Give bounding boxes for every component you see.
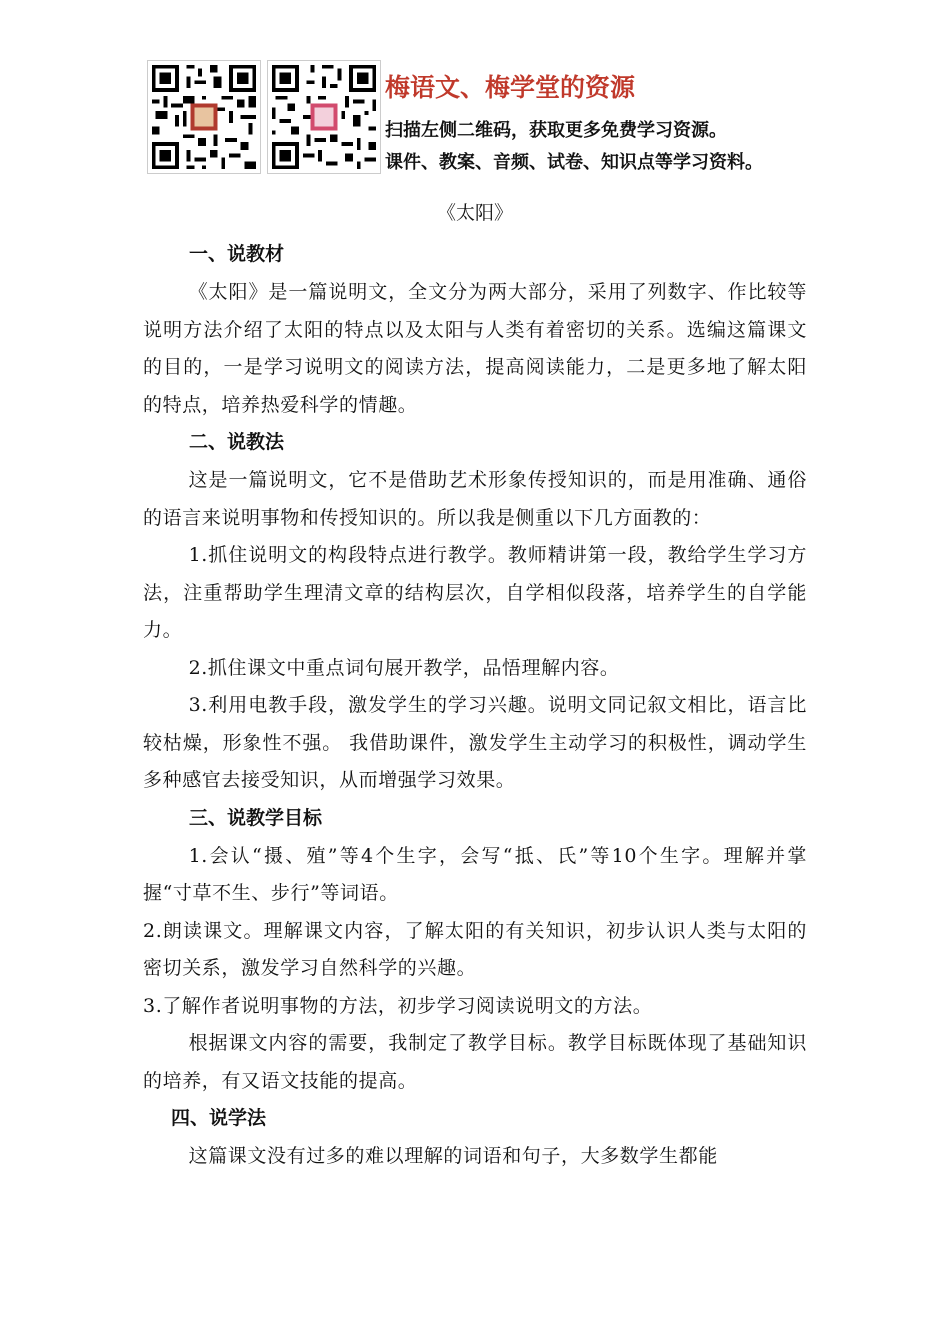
banner-line-materials: 课件、教案、音频、试卷、知识点等学习资料。: [385, 152, 763, 173]
document-title: 《太阳》: [436, 202, 513, 224]
document-body: [143, 198, 807, 1176]
paragraph: 1.会认“摄、殖”等4个生字，会写“抵、氏”等10个生字。理解并掌握“寸草不生、步行”等词语。: [143, 844, 807, 904]
qr-code-right[interactable]: [267, 60, 381, 174]
paragraph: 2.朗读课文。理解课文内容，了解太阳的有关知识，初步认识人类与太阳的密切关系，激发学习自然科学的兴趣。: [143, 919, 807, 979]
banner-line-scan: 扫描左侧二维码，获取更多免费学习资源。: [385, 120, 727, 141]
paragraph: 3.了解作者说明事物的方法，初步学习阅读说明文的方法。: [143, 994, 653, 1017]
qr-code-left[interactable]: [147, 60, 261, 174]
section-heading-teaching-goals: 三、说教学目标: [189, 806, 323, 829]
paragraph: 根据课文内容的需要，我制定了教学目标。教学目标既体现了基础知识的培养，有又语文技能的提高。: [143, 1032, 807, 1092]
paragraph: 2.抓住课文中重点词句展开教学，品悟理解内容。: [188, 656, 620, 679]
resource-banner: [147, 60, 827, 178]
section-heading-teaching-method: 二、说教法: [189, 431, 285, 453]
paragraph: 1.抓住说明文的构段特点进行教学。教师精讲第一段，教给学生学习方法，注重帮助学生理清文章的结构层次，自学相似段落，培养学生的自学能力。: [143, 544, 807, 641]
banner-title: 梅语文、梅学堂的资源: [385, 73, 636, 102]
qr-code-icon: [148, 61, 260, 173]
paragraph: 这是一篇说明文，它不是借助艺术形象传授知识的，而是用准确、通俗的语言来说明事物和传授知识的。所以我是侧重以下几方面教的：: [143, 469, 807, 529]
paragraph: 这篇课文没有过多的难以理解的词语和句子，大多数学生都能: [188, 1145, 718, 1167]
section-heading-materials: 一、说教材: [189, 243, 285, 265]
qr-code-icon: [268, 61, 380, 173]
paragraph: 3.利用电教手段，激发学生的学习兴趣。说明文同记叙文相比，语言比较枯燥，形象性不强。 我借助课件，激发学生主动学习的积极性，调动学生多种感官去接受知识，从而增强学习效果。: [143, 694, 807, 791]
paragraph: 《太阳》是一篇说明文，全文分为两大部分，采用了列数字、作比较等说明方法介绍了太阳的特点以及太阳与人类有着密切的关系。选编这篇课文的目的，一是学习说明文的阅读方法，提高阅读能力，二是更多地了解太阳的特点，培养热爱科学的情趣。: [143, 281, 807, 416]
section-heading-learning-method: 四、说学法: [171, 1107, 267, 1129]
